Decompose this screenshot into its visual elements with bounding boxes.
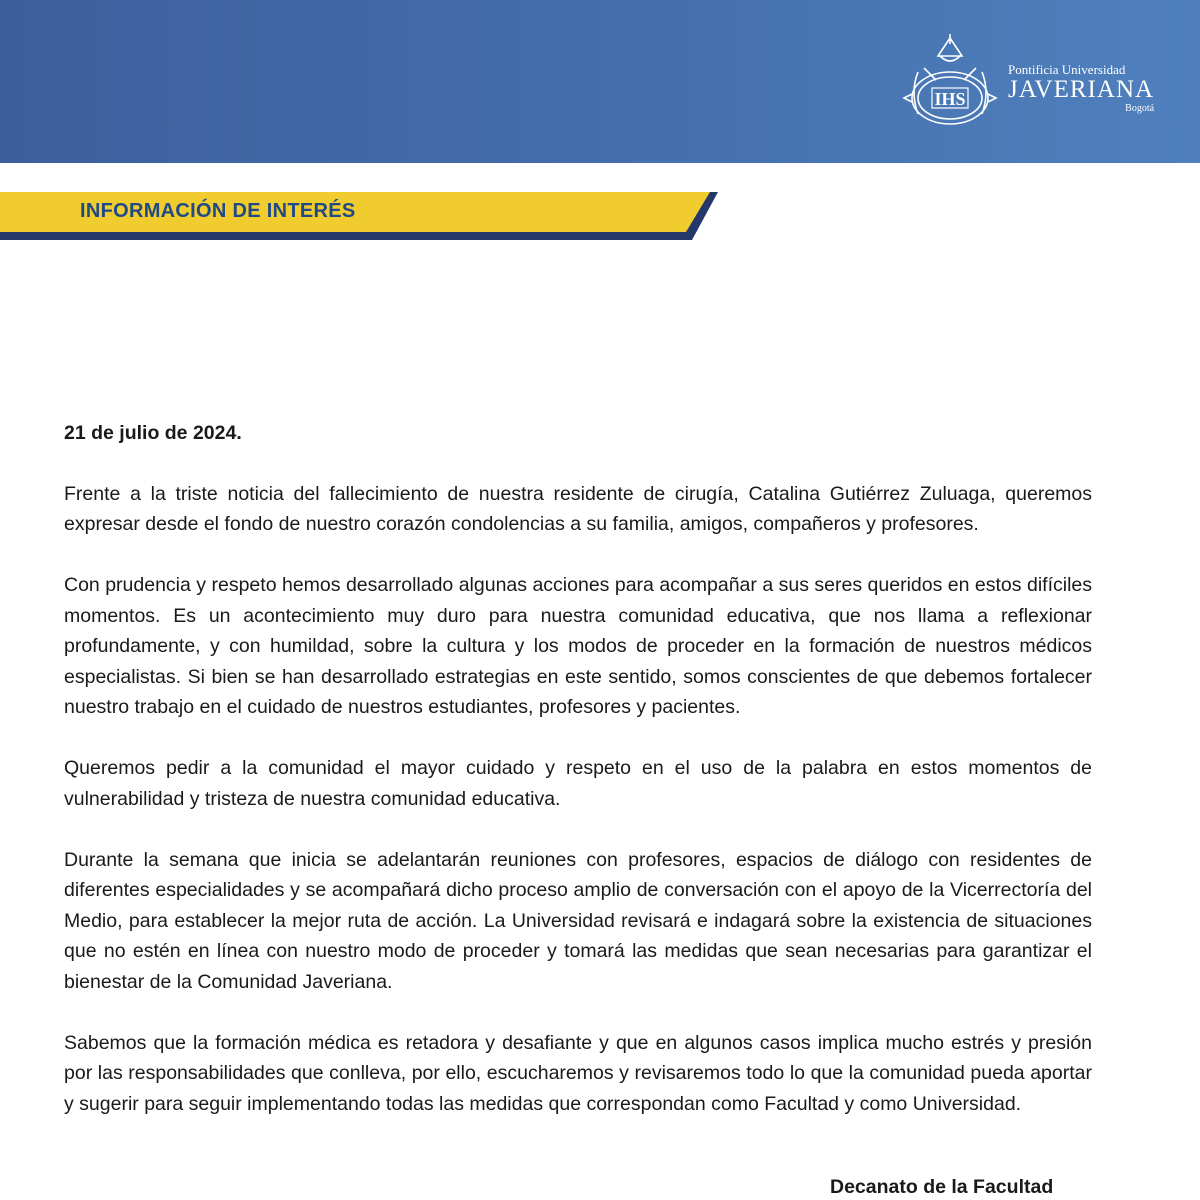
university-logo: [900, 32, 1160, 142]
paragraph-4: Durante la semana que inicia se adelantarán reuniones con profesores, espacios de diálogo con residentes de diferentes especialidades y se acompañará dicho proceso amplio de conversación con el apoyo de la Vicerrectoría del Medio, para establecer la mejor ruta de acción. La Universidad revisará e indagará sobre la existencia de situaciones que no estén en línea con nuestro modo de proceder y tomará las medidas que sean necesarias para garantizar el bienestar de la Comunidad Javeriana.: [64, 848, 1092, 993]
letter-body: [64, 418, 1092, 1150]
logo-line-bogota: Bogotá: [1125, 103, 1155, 114]
paragraph-5: Sabemos que la formación médica es retadora y desafiante y que en algunos casos implica mucho estrés y presión por las responsabilidades que conlleva, por ello, escucharemos y revisaremos todo lo que la comunidad pueda aportar y sugerir para seguir implementando todas las medidas que correspondan como Facultad y como Universidad.: [64, 1031, 1092, 1115]
header-band: [0, 0, 1200, 163]
seal-monogram: IHS: [934, 89, 966, 109]
signature-partial: Decanato de la Facultad: [830, 1176, 1054, 1198]
university-seal-icon: [900, 32, 1000, 132]
logo-line-javeriana: JAVERIANA: [1008, 76, 1155, 103]
logo-wordmark: [1008, 62, 1154, 115]
banner-title: INFORMACIÓN DE INTERÉS: [80, 200, 356, 222]
logo-line-pontificia: Pontificia Universidad: [1008, 62, 1126, 77]
letter-date: 21 de julio de 2024.: [64, 422, 242, 444]
paragraph-3: Queremos pedir a la comunidad el mayor cuidado y respeto en el uso de la palabra en estos momentos de vulnerabilidad y tristeza de nuestra comunidad educativa.: [64, 757, 1092, 810]
paragraph-1: Frente a la triste noticia del fallecimiento de nuestra residente de cirugía, Catalina Gutiérrez Zuluaga, queremos expresar desde el fondo de nuestro corazón condolencias a su familia, amigos, compañeros y profesores.: [64, 482, 1092, 535]
paragraph-2: Con prudencia y respeto hemos desarrollado algunas acciones para acompañar a sus seres queridos en estos difíciles momentos. Es un acontecimiento muy duro para nuestra comunidad educativa, que nos llama a reflexionar profundamente, y con humildad, sobre la cultura y los modos de proceder en la formación de nuestros médicos especialistas. Si bien se han desarrollado estrategias en este sentido, somos conscientes de que debemos fortalecer nuestro trabajo en el cuidado de nuestros estudiantes, profesores y pacientes.: [64, 574, 1092, 718]
